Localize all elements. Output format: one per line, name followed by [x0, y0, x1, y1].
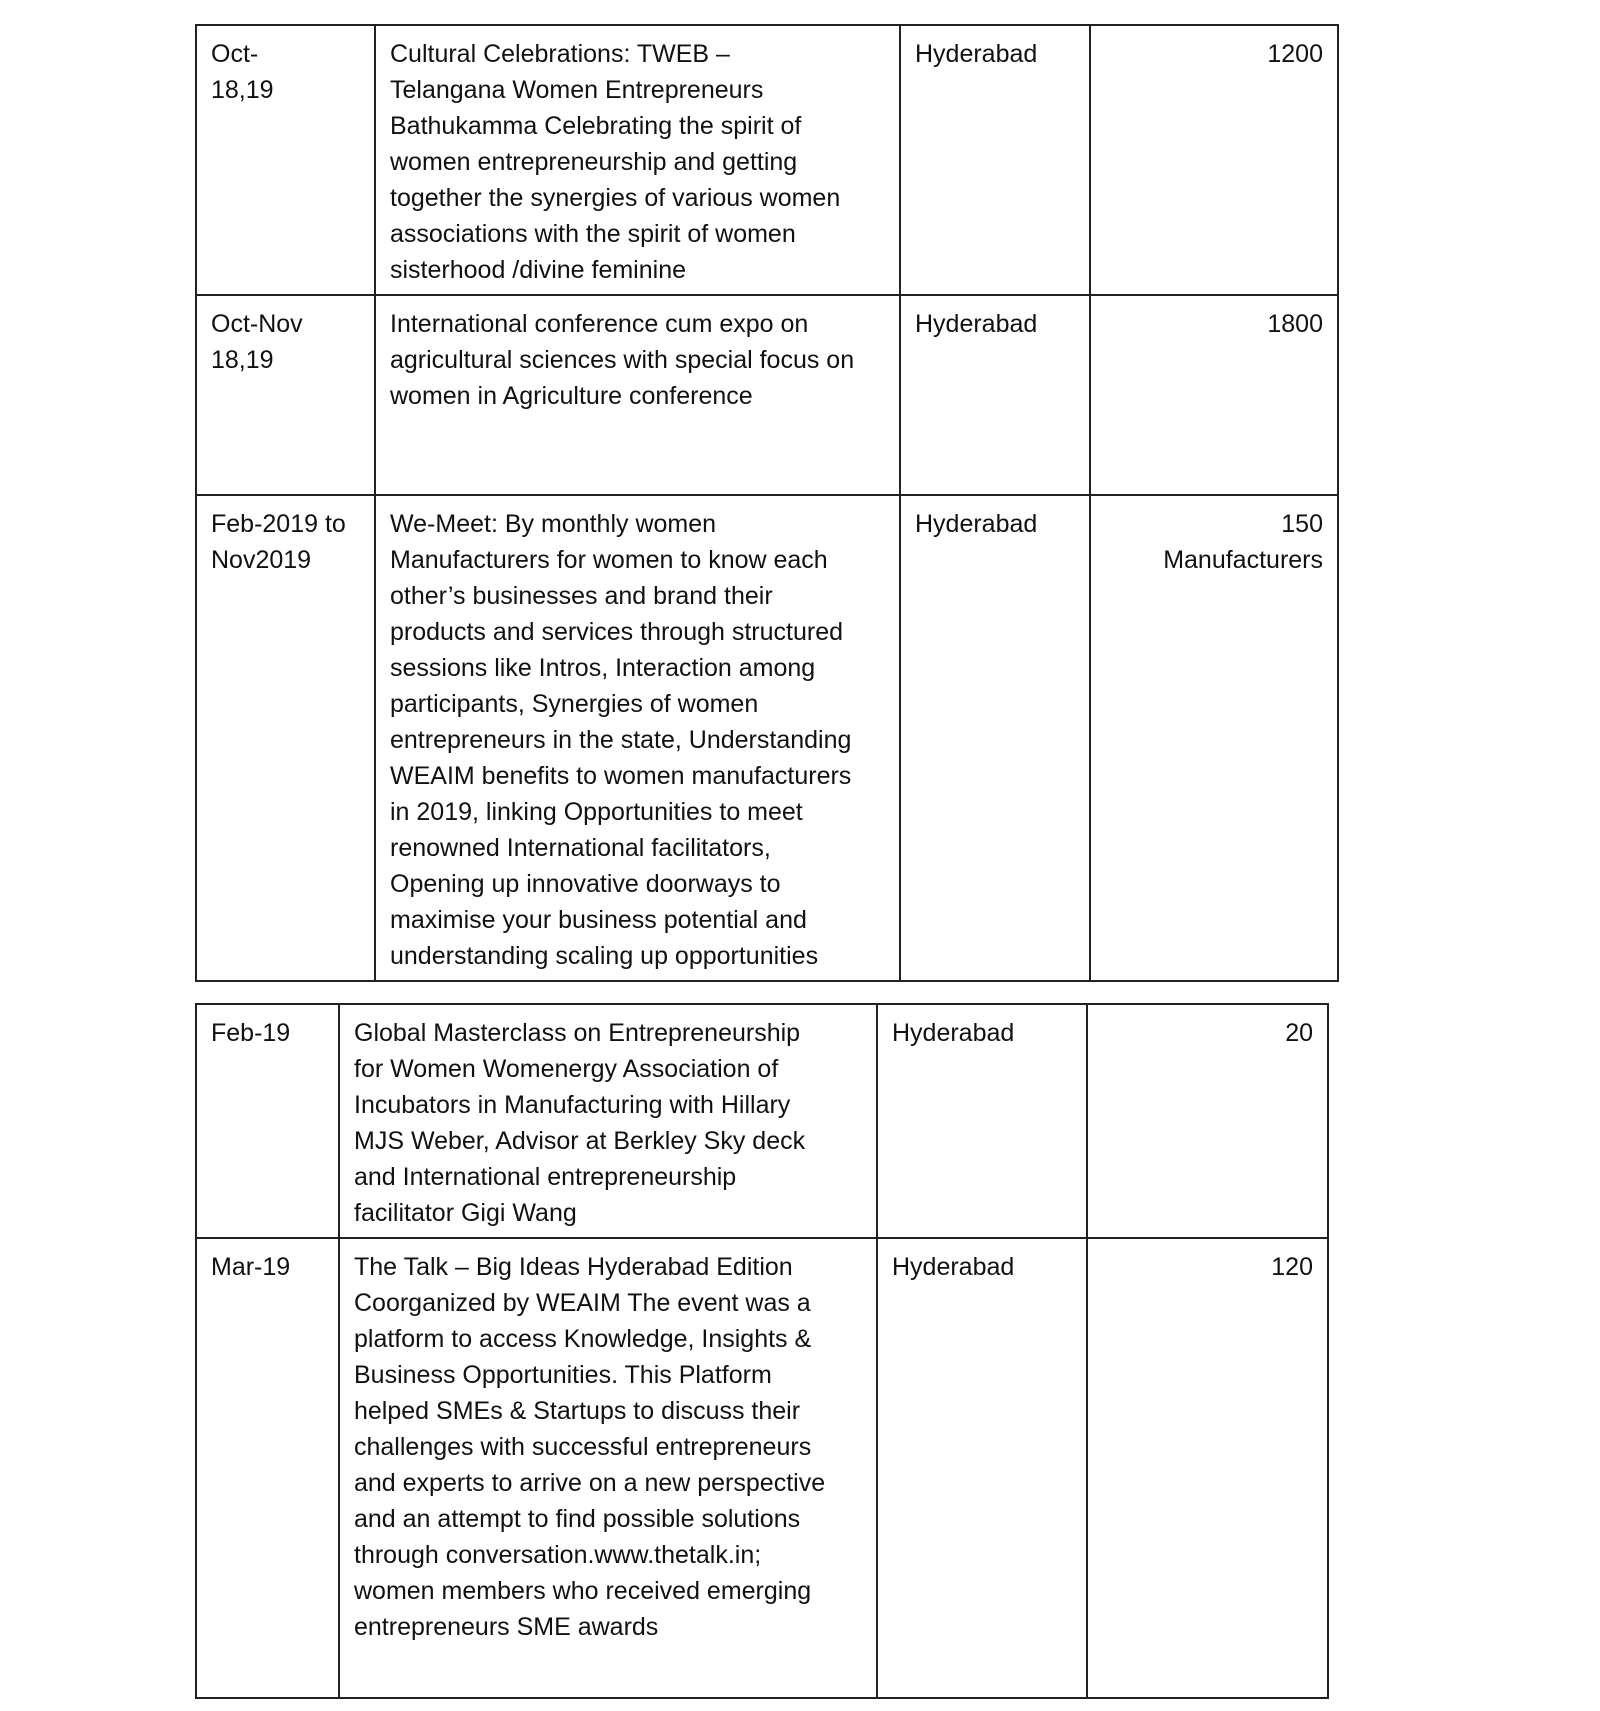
- description-line: women in Agriculture conference: [390, 382, 753, 410]
- description-cell: [339, 1238, 877, 1698]
- date-cell: [196, 1238, 339, 1698]
- description-line: Bathukamma Celebrating the spirit of: [390, 112, 802, 140]
- description-cell: [375, 495, 900, 981]
- date-line: Feb-2019 to: [211, 510, 346, 538]
- description-line: platform to access Knowledge, Insights &: [354, 1325, 812, 1353]
- place-cell: Hyderabad: [900, 495, 1090, 981]
- description-line: for Women Womenergy Association of: [354, 1055, 779, 1083]
- count-cell: [1090, 25, 1338, 295]
- description-line: women members who received emerging: [354, 1577, 812, 1605]
- description-line: renowned International facilitators,: [390, 834, 771, 862]
- place-cell: Hyderabad: [877, 1238, 1087, 1698]
- description-line: and an attempt to find possible solutions: [354, 1505, 801, 1533]
- description-line: agricultural sciences with special focus on: [390, 346, 855, 374]
- count-cell: [1087, 1238, 1328, 1698]
- description-line: sessions like Intros, Interaction among: [390, 654, 816, 682]
- description-line: other’s businesses and brand their: [390, 582, 773, 610]
- description-line: We-Meet: By monthly women: [390, 510, 717, 538]
- description-cell: [375, 25, 900, 295]
- count-line: 1200: [1267, 40, 1323, 68]
- count-cell: [1090, 295, 1338, 495]
- description-line: Opening up innovative doorways to: [390, 870, 781, 898]
- table-row: [196, 295, 1338, 495]
- description-line: The Talk – Big Ideas Hyderabad Edition: [354, 1253, 793, 1281]
- description-line: Incubators in Manufacturing with Hillary: [354, 1091, 791, 1119]
- count-line: Manufacturers: [1163, 546, 1323, 574]
- count-line: 150: [1281, 510, 1323, 538]
- date-cell: [196, 495, 375, 981]
- place-cell: Hyderabad: [900, 295, 1090, 495]
- events-table-1: [195, 24, 1339, 982]
- place-cell: Hyderabad: [900, 25, 1090, 295]
- description-line: maximise your business potential and: [390, 906, 807, 934]
- description-line: Coorganized by WEAIM The event was a: [354, 1289, 811, 1317]
- description-line: participants, Synergies of women: [390, 690, 759, 718]
- table-row: [196, 1238, 1328, 1698]
- date-line: 18,19: [211, 346, 274, 374]
- table-row: [196, 495, 1338, 981]
- description-line: in 2019, linking Opportunities to meet: [390, 798, 803, 826]
- description-line: International conference cum expo on: [390, 310, 809, 338]
- table-row: [196, 1004, 1328, 1238]
- description-line: Business Opportunities. This Platform: [354, 1361, 772, 1389]
- description-line: Manufacturers for women to know each: [390, 546, 828, 574]
- date-line: Feb-19: [211, 1019, 291, 1047]
- description-line: products and services through structured: [390, 618, 844, 646]
- events-table-2: [195, 1003, 1329, 1699]
- date-line: Nov2019: [211, 546, 312, 574]
- description-line: entrepreneurs SME awards: [354, 1613, 659, 1641]
- description-line: WEAIM benefits to women manufacturers: [390, 762, 852, 790]
- description-line: Telangana Women Entrepreneurs: [390, 76, 764, 104]
- description-line: Global Masterclass on Entrepreneurship: [354, 1019, 801, 1047]
- description-line: challenges with successful entrepreneurs: [354, 1433, 812, 1461]
- count-line: 1800: [1267, 310, 1323, 338]
- date-cell: [196, 1004, 339, 1238]
- count-line: 20: [1285, 1019, 1313, 1047]
- description-line: entrepreneurs in the state, Understanding: [390, 726, 852, 754]
- date-line: Oct-: [211, 40, 259, 68]
- description-cell: [375, 295, 900, 495]
- description-line: understanding scaling up opportunities: [390, 942, 819, 970]
- description-line: and International entrepreneurship: [354, 1163, 737, 1191]
- date-line: Mar-19: [211, 1253, 291, 1281]
- place-cell: Hyderabad: [877, 1004, 1087, 1238]
- description-line: MJS Weber, Advisor at Berkley Sky deck: [354, 1127, 806, 1155]
- description-line: helped SMEs & Startups to discuss their: [354, 1397, 801, 1425]
- description-line: associations with the spirit of women: [390, 220, 796, 248]
- description-line: sisterhood /divine feminine: [390, 256, 686, 284]
- description-line: together the synergies of various women: [390, 184, 841, 212]
- description-line: women entrepreneurship and getting: [390, 148, 798, 176]
- table-row: [196, 25, 1338, 295]
- date-cell: [196, 25, 375, 295]
- date-line: 18,19: [211, 76, 274, 104]
- description-line: Cultural Celebrations: TWEB –: [390, 40, 730, 68]
- date-line: Oct-Nov: [211, 310, 303, 338]
- description-line: facilitator Gigi Wang: [354, 1199, 577, 1227]
- date-cell: [196, 295, 375, 495]
- description-line: through conversation.www.thetalk.in;: [354, 1541, 762, 1569]
- description-cell: [339, 1004, 877, 1238]
- count-cell: [1087, 1004, 1328, 1238]
- description-line: and experts to arrive on a new perspective: [354, 1469, 826, 1497]
- count-line: 120: [1271, 1253, 1313, 1281]
- count-cell: [1090, 495, 1338, 981]
